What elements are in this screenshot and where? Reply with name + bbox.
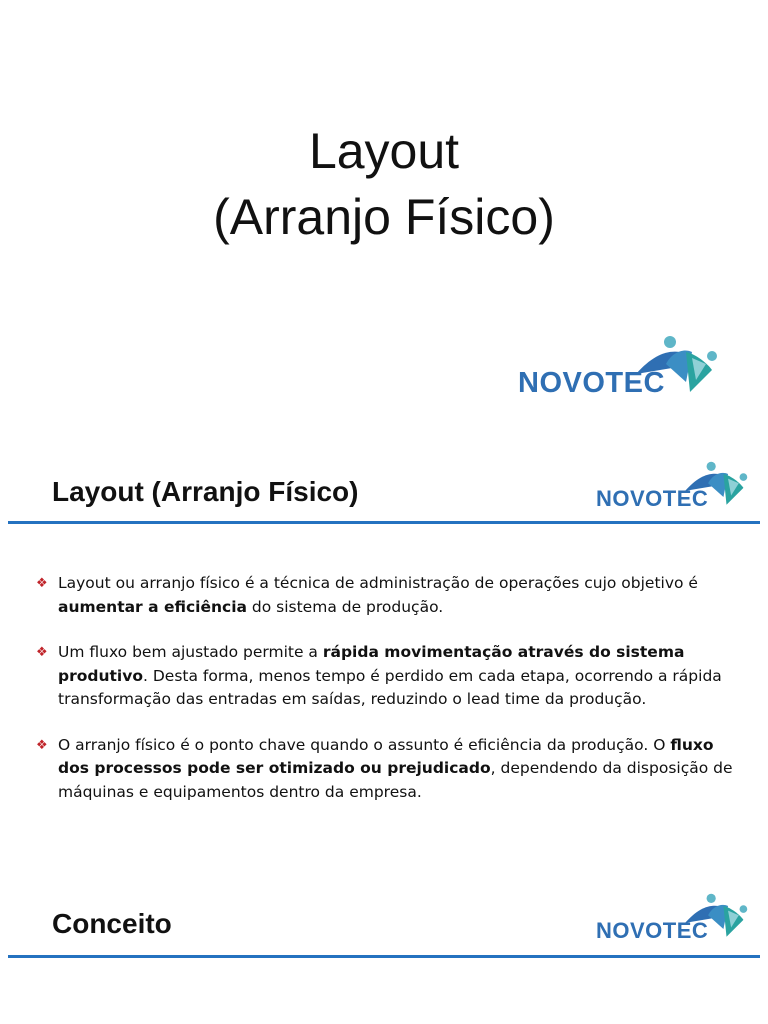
slide-heading: Layout (Arranjo Físico) (52, 476, 359, 507)
bullet-emphasis: fluxo dos processos pode ser otimizado ou prejudicado (58, 735, 714, 777)
bullet-text: do sistema de produção. (246, 597, 444, 616)
diamond-bullet-icon: ❖ (36, 576, 48, 591)
heading-rule (8, 521, 760, 524)
list-item (36, 572, 736, 619)
slide-heading: Conceito (52, 908, 172, 939)
bullet-text: . Desta forma, menos tempo é perdido em cada etapa, ocorrendo a rápida transformação das entradas em saídas, reduzindo o lead time da produção. (58, 666, 722, 708)
logo-wordmark: NOVOTEC (596, 486, 709, 511)
list-item (36, 734, 736, 805)
diamond-bullet-icon: ❖ (36, 737, 48, 753)
bullet-text: O arranjo físico é o ponto chave quando o assunto é eficiência da produção. O (58, 735, 671, 754)
bullet-text: Um fluxo bem ajustado permite a (58, 643, 323, 661)
concept-slide (0, 864, 768, 1024)
logo-wordmark: NOVOTEC (518, 367, 665, 399)
novotec-logo (518, 334, 718, 400)
heading-rule (8, 955, 760, 958)
list-item (36, 641, 736, 712)
cover-title (0, 118, 768, 250)
bullet-list (36, 572, 736, 826)
cover-title-line2: (Arranjo Físico) (213, 189, 555, 245)
bullet-text: , dependendo da disposição de máquinas e equipamentos dentro da empresa. (58, 759, 733, 801)
novotec-logo (596, 460, 748, 512)
cover-slide (0, 0, 768, 432)
bullet-emphasis: rápida movimentação através do sistema produtivo (58, 643, 685, 685)
bullet-text: Layout ou arranjo físico é a técnica de administração de operações cujo objetivo é (58, 574, 698, 592)
diamond-bullet-icon: ❖ (36, 645, 48, 660)
cover-title-line1: Layout (308, 123, 460, 179)
bullet-emphasis: aumentar a eficiência (58, 597, 247, 616)
logo-wordmark: NOVOTEC (596, 918, 709, 943)
novotec-logo (596, 892, 748, 944)
content-slide (0, 432, 768, 864)
